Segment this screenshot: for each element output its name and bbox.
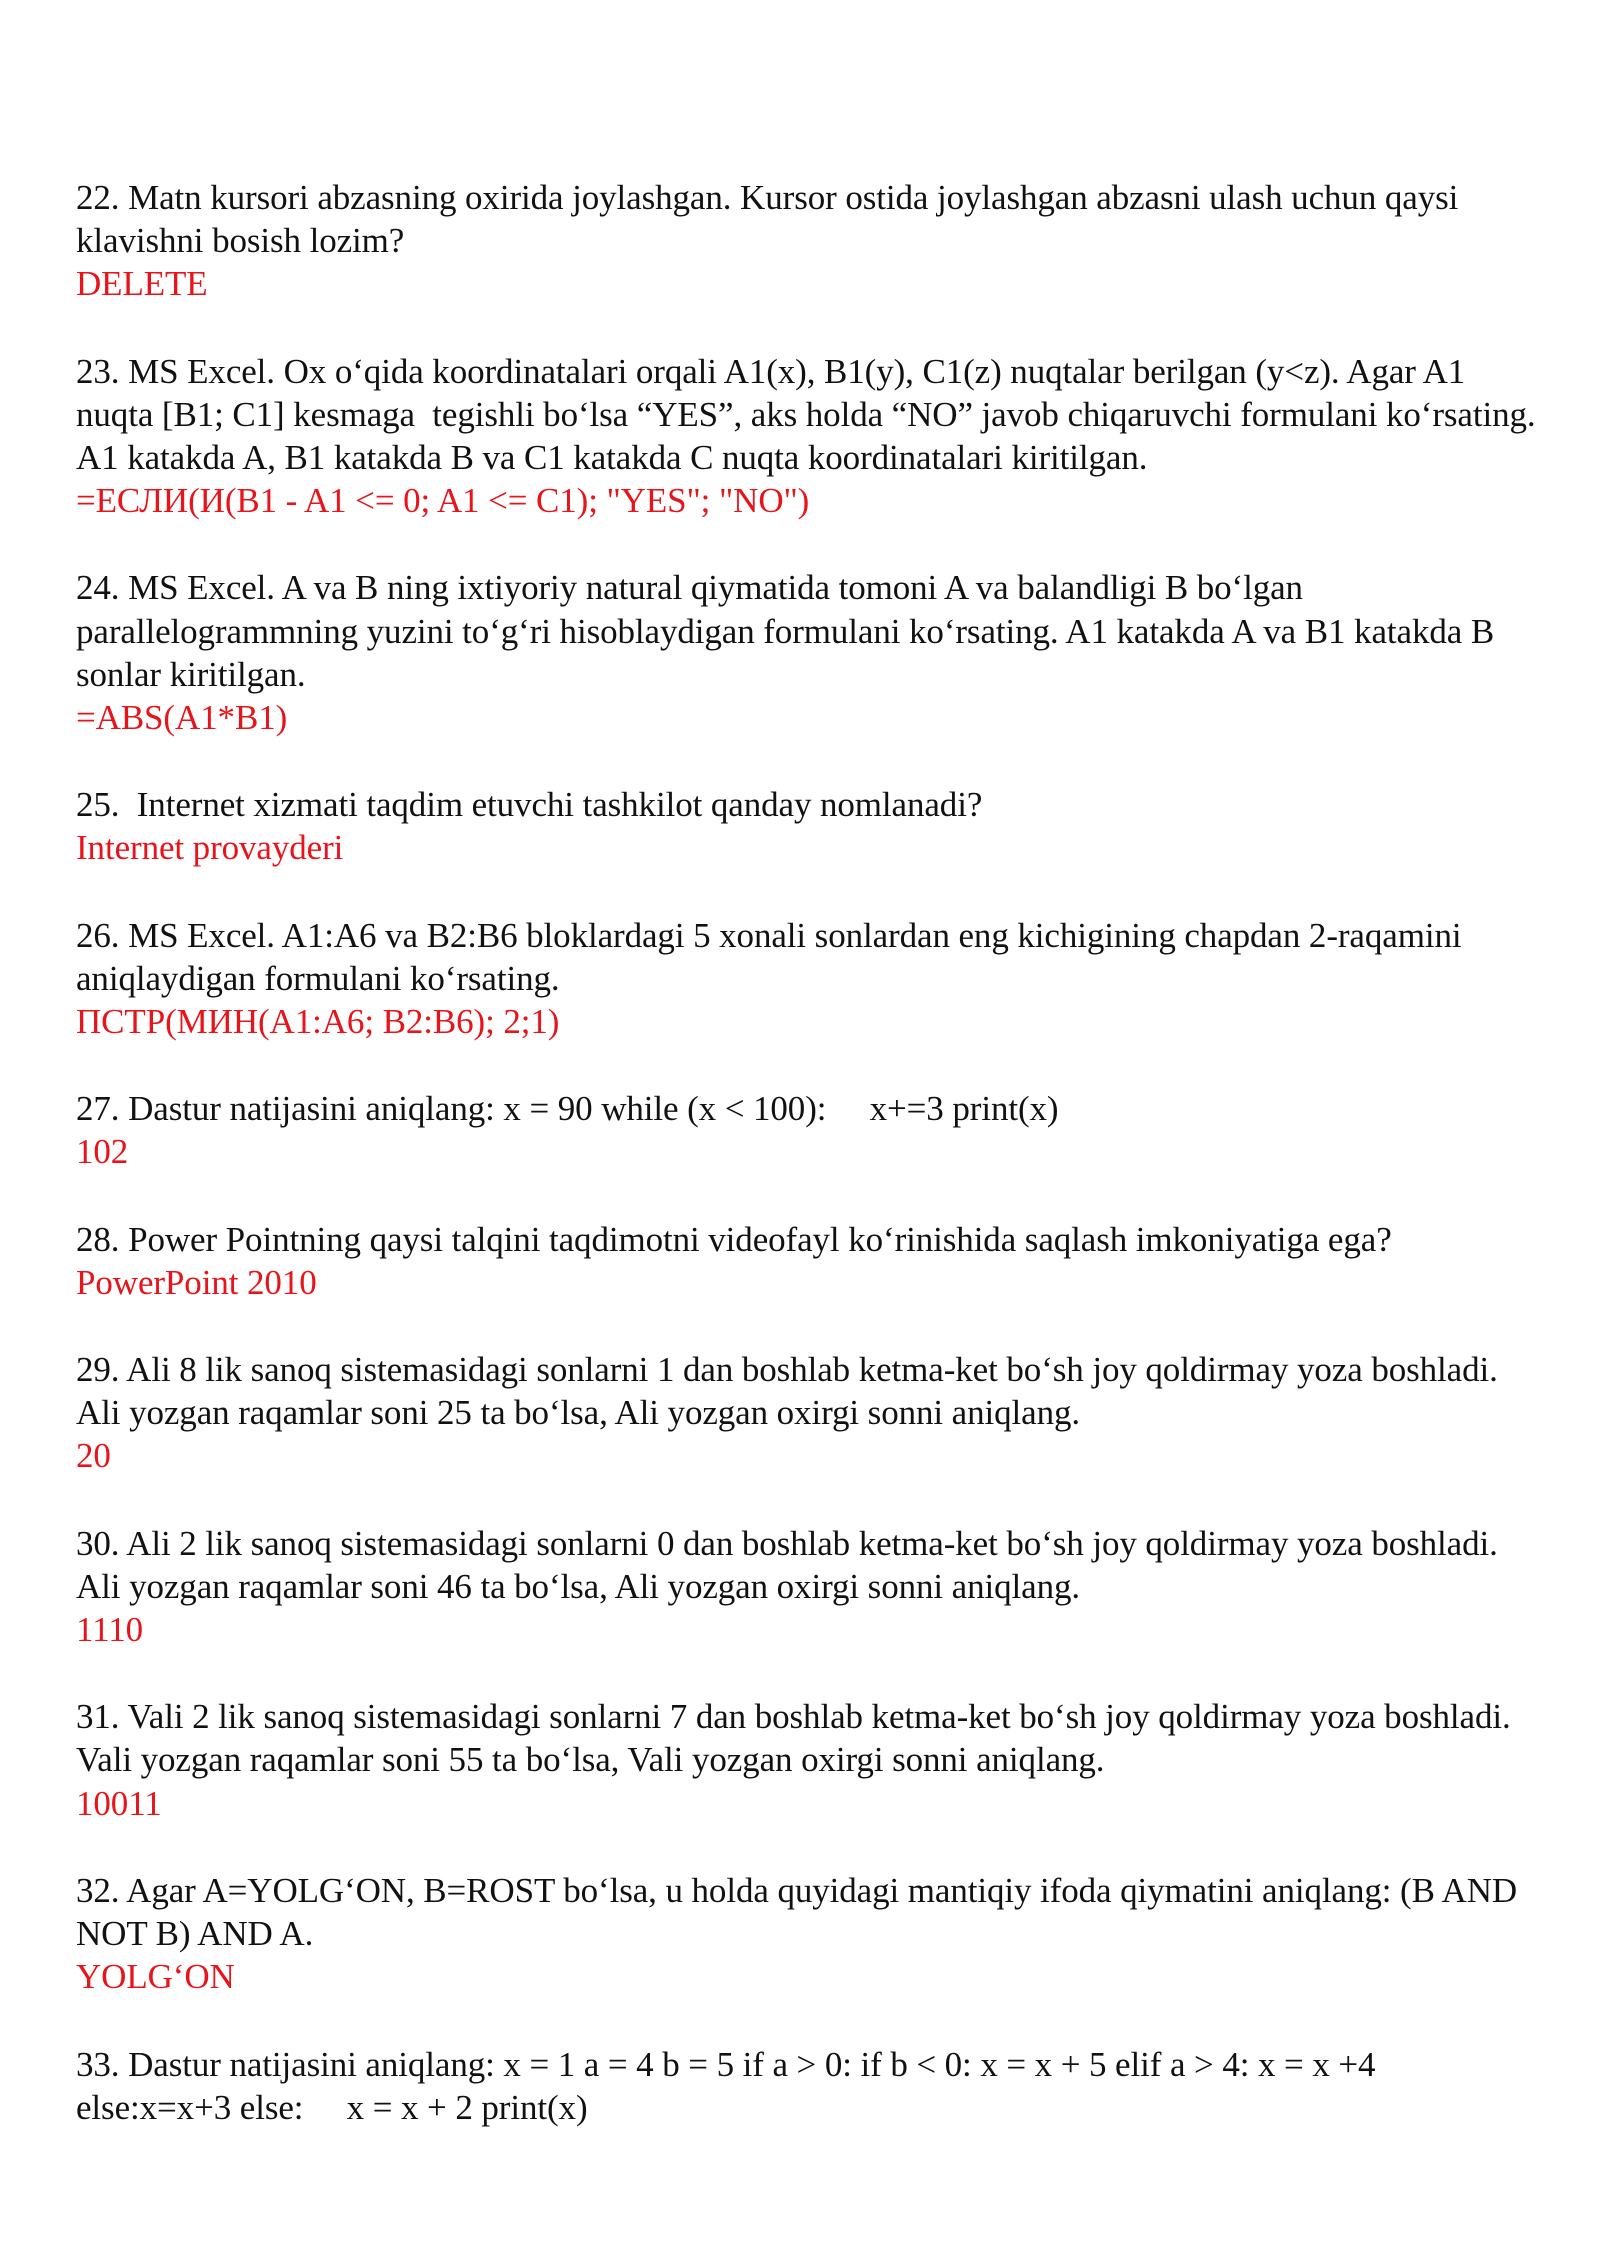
- question-33: [76, 2043, 1536, 2129]
- answer-text: ПСТР(МИН(A1:A6; B2:B6); 2;1): [76, 1002, 560, 1042]
- answer-text: PowerPoint 2010: [76, 1262, 317, 1302]
- question-26: [76, 914, 1536, 1044]
- answer-text: DELETE: [76, 264, 208, 304]
- question-32: [76, 1869, 1536, 1999]
- question-text: 33. Dastur natijasini aniqlang: x = 1 a = 4 b = 5 if a > 0: if b < 0: x = x + 5 elif a > 4: x = x +4 else:x=x+3 else: x = x + 2 print(x): [76, 2044, 1385, 2127]
- answer-text: 1110: [76, 1610, 144, 1650]
- question-text: 26. MS Excel. A1:A6 va B2:B6 bloklardagi 5 xonali sonlardan eng kichigining chapdan 2-raqamini aniqlaydigan formulani ko‘rsating.: [76, 915, 1471, 998]
- question-25: [76, 783, 1536, 869]
- question-text: 24. MS Excel. A va B ning ixtiyoriy natural qiymatida tomoni A va balandligi B bo‘lgan parallelogrammning yuzini to‘g‘ri hisoblaydigan formulani ko‘rsating. A1 katakda A va B1 katakda B sonlar kiritilgan.: [76, 568, 1503, 694]
- question-text: 30. Ali 2 lik sanoq sistemasidagi sonlarni 0 dan boshlab ketma-ket bo‘sh joy qoldirmay yoza boshladi. Ali yozgan raqamlar soni 46 ta bo‘lsa, Ali yozgan oxirgi sonni aniqlang.: [76, 1523, 1505, 1606]
- document-page: [76, 176, 1543, 2173]
- answer-text: YOLG‘ON: [76, 1957, 235, 1997]
- question-23: [76, 350, 1543, 523]
- question-text: 29. Ali 8 lik sanoq sistemasidagi sonlarni 1 dan boshlab ketma-ket bo‘sh joy qoldirmay yoza boshladi. Ali yozgan raqamlar soni 25 ta bo‘lsa, Ali yozgan oxirgi sonni aniqlang.: [76, 1350, 1505, 1433]
- question-text: 23. MS Excel. Ox o‘qida koordinatalari orqali A1(x), B1(y), C1(z) nuqtalar berilgan (y<z). Agar A1 nuqta [B1; C1] kesmaga tegishli bo‘lsa “YES”, aks holda “NO” javob chiqaruvchi formulani ko‘rsating. A1 katakda A, B1 katakda B va C1 katakda C nuqta koordinatalari kiritilgan.: [76, 351, 1543, 478]
- question-30: [76, 1522, 1536, 1652]
- question-31: [76, 1695, 1536, 1825]
- answer-text: Internet provayderi: [76, 828, 344, 868]
- answer-text: =ЕСЛИ(И(B1 - A1 <= 0; A1 <= C1); "YES"; "NO"): [76, 481, 810, 521]
- answer-text: 102: [76, 1132, 129, 1172]
- question-text: 22. Matn kursori abzasning oxirida joylashgan. Kursor ostida joylashgan abzasni ulash uchun qaysi klavishni bosish lozim?: [76, 178, 1467, 261]
- answer-text: =ABS(A1*B1): [76, 698, 288, 738]
- question-27: [76, 1087, 1536, 1173]
- question-text: 28. Power Pointning qaysi talqini taqdimotni videofayl ko‘rinishida saqlash imkoniyatiga ega?: [76, 1219, 1392, 1259]
- question-text: 31. Vali 2 lik sanoq sistemasidagi sonlarni 7 dan boshlab ketma-ket bo‘sh joy qoldirmay yoza boshladi. Vali yozgan raqamlar soni 55 ta bo‘lsa, Vali yozgan oxirgi sonni aniqlang.: [76, 1697, 1519, 1780]
- answer-text: 20: [76, 1436, 111, 1476]
- question-29: [76, 1348, 1536, 1478]
- question-text: 27. Dastur natijasini aniqlang: x = 90 while (x < 100): x+=3 print(x): [76, 1089, 1059, 1129]
- question-24: [76, 566, 1536, 739]
- question-22: [76, 176, 1536, 306]
- answer-text: 10011: [76, 1783, 162, 1823]
- question-28: [76, 1218, 1536, 1304]
- question-text: 25. Internet xizmati taqdim etuvchi tashkilot qanday nomlanadi?: [76, 785, 983, 825]
- question-text: 32. Agar A=YOLG‘ON, B=ROST bo‘lsa, u holda quyidagi mantiqiy ifoda qiymatini aniqlang: (B AND NOT B) AND A.: [76, 1870, 1526, 1954]
